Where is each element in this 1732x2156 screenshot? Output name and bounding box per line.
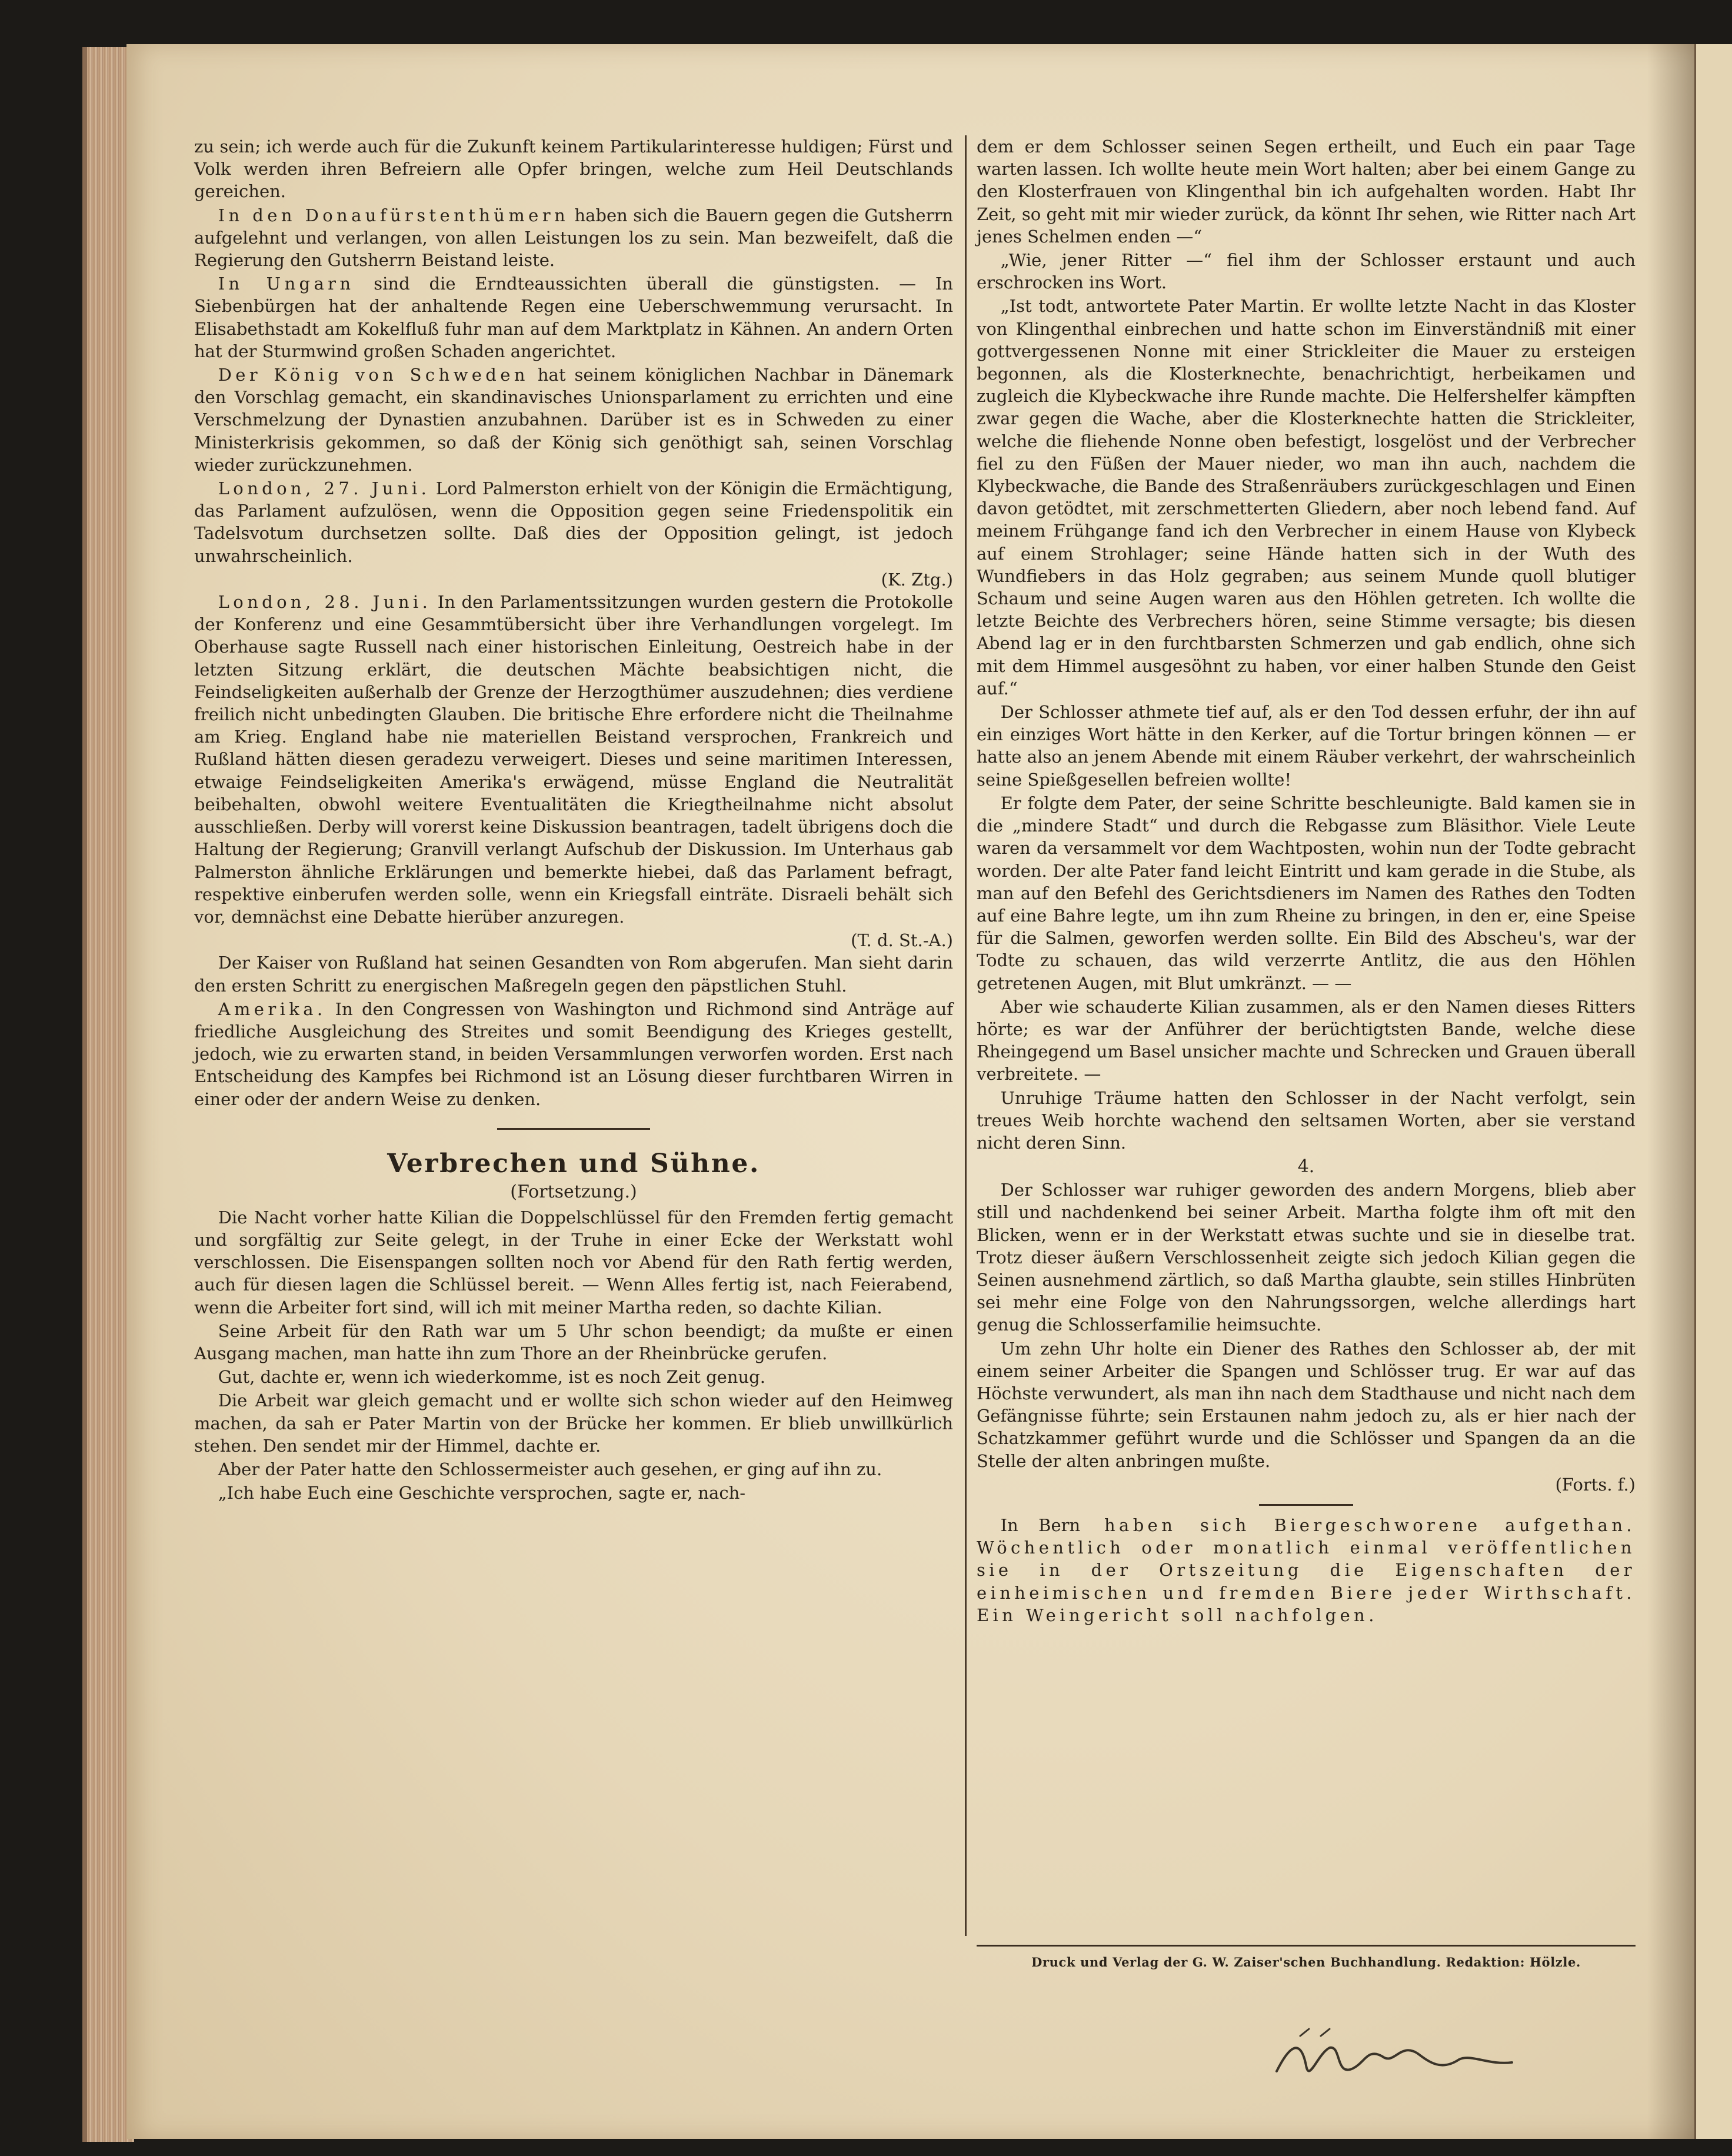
column-divider bbox=[965, 135, 967, 1936]
left-column bbox=[194, 135, 953, 1505]
section-number: 4. bbox=[1297, 1156, 1315, 1177]
story-paragraph: Seine Arbeit für den Rath war um 5 Uhr schon beendigt; da mußte er einen Ausgang machen, man hatte ihn zum Thore an der Rheinbrücke gerufen. bbox=[194, 1320, 953, 1363]
continuation-note: (Forts. f.) bbox=[1555, 1474, 1636, 1495]
news-paragraph: London, 28. Juni. In den Parlamentssitzungen wurden gestern die Protokolle der Konferenz und eine Gesammtübersicht über ihre Verhandlungen vorgelegt. Im Oberhause sagte Russell nach einer historischen Einleitung, Oestreich habe in der letzten Sitzung erklärt, die deutschen Mächte beabsichtigen nicht, die Feindseligkeiten außerhalb der Grenze der Herzogthümer auszudehnen; dies verdiene freilich nicht unbedingten Glauben. Die britische Ehre erfordere nicht die Theilnahme am Krieg. England habe nie materiellen Beistand versprochen, Frankreich und Rußland hätten diesen geradezu verweigert. Dieses und seine maritimen Interessen, etwaige Feindseligkeiten Amerika's erwägend, müsse England die Neutralität beibehalten, obwohl weitere Eventualitäten die Kriegtheilnahme nicht absolut ausschließen. Derby will vorerst keine Diskussion beantragen, tadelt übrigens doch die Haltung der Regierung; Granvill verlangt Aufschub der Diskussion. Im Unterhaus gab Palmerston ähnliche Erklärungen und bemerkte hiebei, daß das Parlament befragt, respektive einberufen werden solle, wenn ein Kriegsfall einträte. Disraeli behält sich vor, demnächst eine Debatte hierüber anzuregen. bbox=[194, 592, 953, 927]
story-paragraph: dem er dem Schlosser seinen Segen ertheilt, und Euch ein paar Tage warten lassen. Ich wollte heute mein Wort halten; aber bei einem Gange zu den Klosterfrauen von Klingenthal bin ich aufgehalten worden. Habt Ihr Zeit, so geht mit mir wieder zurück, da könnt Ihr sehen, wie Ritter nach Art jenes Schelmen enden —“ bbox=[977, 137, 1636, 247]
story-title: Verbrechen und Sühne. bbox=[387, 1148, 760, 1179]
story-paragraph: „Ich habe Euch eine Geschichte versprochen, sagte er, nach- bbox=[218, 1483, 746, 1503]
imprint-line: Druck und Verlag der G. W. Zaiser'schen Buchhandlung. Redaktion: Hölzle. bbox=[1031, 1955, 1581, 1969]
news-paragraph: Amerika. In den Congressen von Washington und Richmond sind Anträge auf friedliche Ausgleichung des Streites und somit Beendigung des Krieges gestellt, jedoch, wie zu erwarten stand, in beiden Versammlungen verworfen worden. Erst nach Entscheidung des Kampfes bei Richmond ist an Lösung dieser furchtbaren Wirren in einer oder der andern Weise zu denken. bbox=[194, 999, 953, 1109]
news-paragraph: London, 27. Juni. Lord Palmerston erhielt von der Königin die Ermächtigung, das Parlament aufzulösen, wenn die Opposition gegen seine Friedenspolitik ein Tadelsvotum durchsetzen sollte. Daß dies der Opposition gelingt, ist jedoch unwahrscheinlich. bbox=[194, 478, 953, 566]
news-paragraph: In den Donaufürstenthümern haben sich die Bauern gegen die Gutsherrn aufgelehnt und verlangen, von allen Leistungen los zu sein. Man bezweifelt, daß die Regierung den Gutsherrn Beistand leiste. bbox=[194, 205, 953, 271]
section-divider bbox=[497, 1128, 650, 1130]
news-paragraph: zu sein; ich werde auch für die Zukunft keinem Partikularinteresse huldigen; Fürst und Volk werden ihren Befreiern alle Opfer bringen, welche zum Heil Deutschlands gereichen. bbox=[194, 137, 953, 202]
section-divider bbox=[1259, 1504, 1353, 1506]
notice-paragraph: In Bern haben sich Biergeschworene aufgethan. Wöchentlich oder monatlich einmal veröffentlichen sie in der Ortszeitung die Eigenschaften der einheimischen und fremden Biere jeder Wirthschaft. Ein Weingericht soll nachfolgen. bbox=[977, 1515, 1636, 1625]
news-paragraph: Der König von Schweden hat seinem königlichen Nachbar in Dänemark den Vorschlag gemacht, ein skandinavisches Unionsparlament zu errichten und eine Verschmelzung der Dynastien anzubahnen. Darüber ist es in Schweden zu einer Ministerkrisis gekommen, so daß der König sich genöthigt sah, seinen Vorschlag wieder zurückzunehmen. bbox=[194, 365, 953, 475]
story-paragraph: Der Schlosser war ruhiger geworden des andern Morgens, blieb aber still und nachdenkend bei seiner Arbeit. Martha folgte ihm oft mit den Blicken, wenn er in der Werkstatt etwas suchte und sie in dieselbe trat. Trotz dieser äußern Verschlossenheit zeigte sich jedoch Kilian gegen die Seinen ausnehmend zärtlich, so daß Martha glaubte, sein stilles Hinbrüten sei mehr eine Folge von den Nahrungssorgen, welche allerdings hart genug die Schlosserfamilie heimsuchte. bbox=[977, 1180, 1636, 1335]
story-paragraph: Unruhige Träume hatten den Schlosser in der Nacht verfolgt, sein treues Weib horchte wachend den seltsamen Worten, aber sie verstand nicht deren Sinn. bbox=[977, 1087, 1636, 1153]
adjacent-page-edge bbox=[1694, 44, 1732, 2139]
story-paragraph: „Ist todt, antwortete Pater Martin. Er wollte letzte Nacht in das Kloster von Klingenthal einbrechen und hatte schon im Einverständniß mit einer gottvergessenen Nonne mit einer Strickleiter die Mauer zu ersteigen begonnen, als die Klosterknechte, benachrichtigt, herbeikamen und zugleich die Klybeckwache ihre Runde machte. Die Helfershelfer kämpften zwar gegen die Wache, aber die Klosterknechte hatten die Strickleiter, welche die fliehende Nonne oben befestigt, losgelöst und der Verbrecher fiel zu den Füßen der Mauer nieder, wo man ihn auch, nachdem die Klybeckwache, die Bande des Straßenräubers zurückgeschlagen und Einen davon getödtet, mit zerschmetterten Gliedern, aber noch lebend fand. Auf meinem Frühgange fand ich den Verbrecher in einem Hause von Klybeck auf einem Strohlager; seine Hände hatten sich in der Wuth des Wundfiebers in das Holz gegraben; aus seinem Munde quoll blutiger Schaum und seine Augen waren aus den Höhlen getreten. Ich wollte die letzte Beichte des Verbrechers hören, seine Stimme versagte; bis diesen Abend lag er in den furchtbarsten Schmerzen und gab endlich, ohne sich mit dem Himmel ausgesöhnt zu haben, vor einer halben Stunde den Geist auf.“ bbox=[977, 296, 1636, 698]
news-paragraph: In Ungarn sind die Erndteaussichten überall die günstigsten. — In Siebenbürgen hat der anhaltende Regen eine Ueberschwemmung verursacht. In Elisabethstadt am Kokelfluß fuhr man auf dem Marktplatz in Kähnen. An andern Orten hat der Sturmwind großen Schaden angerichtet. bbox=[194, 274, 953, 361]
news-paragraph: Der Kaiser von Rußland hat seinen Gesandten von Rom abgerufen. Man sieht darin den ersten Schritt zu energischen Maßregeln gegen den päpstlichen Stuhl. bbox=[194, 953, 953, 996]
story-paragraph: „Wie, jener Ritter —“ fiel ihm der Schlosser erstaunt und auch erschrocken ins Wort. bbox=[977, 250, 1636, 293]
right-column bbox=[977, 135, 1636, 1628]
story-paragraph: Gut, dachte er, wenn ich wiederkomme, ist es noch Zeit genug. bbox=[218, 1367, 765, 1388]
story-subtitle: (Fortsetzung.) bbox=[510, 1181, 637, 1202]
story-paragraph: Um zehn Uhr holte ein Diener des Rathes den Schlosser ab, der mit einem seiner Arbeiter die Spangen und Schlösser trug. Er war auf das Höchste verwundert, als man ihn nach dem Stadthause und nicht nach dem Gefängnisse führte; sein Erstaunen nahm jedoch zu, als er hier nach der Schatzkammer geführt wurde und die Schlösser und Spangen da an die Stelle der alten anbringen mußte. bbox=[977, 1338, 1636, 1471]
story-paragraph: Aber wie schauderte Kilian zusammen, als er den Namen dieses Ritters hörte; es war der Anführer der berüchtigtsten Bande, welche diese Rheingegend um Basel unsicher machte und Schrecken und Grauen überall verbreitete. — bbox=[977, 996, 1636, 1084]
footer-rule bbox=[977, 1945, 1636, 1947]
story-paragraph: Der Schlosser athmete tief auf, als er den Tod dessen erfuhr, der ihn auf ein einziges Wort hätte in den Kerker, auf die Tortur bringen können — er hatte also an jenem Abende mit einem Räuber verkehrt, der wahrscheinlich seine Spießgesellen befreien wollte! bbox=[977, 702, 1636, 790]
spine-shadow bbox=[1647, 44, 1694, 2139]
story-paragraph: Die Nacht vorher hatte Kilian die Doppelschlüssel für den Fremden fertig gemacht und sorgfältig zur Seite gelegt, in der Truhe in einer Ecke der Werkstatt wohl verschlossen. Die Eisenspangen sollten noch vor Abend für den Rath fertig werden, auch für diesen lagen die Schlüssel bereit. — Wenn Alles fertig ist, nach Feierabend, wenn die Arbeiter fort sind, will ich mit meiner Martha reden, so dachte Kilian. bbox=[194, 1207, 953, 1317]
source-reference: (K. Ztg.) bbox=[881, 569, 953, 590]
handwritten-signature bbox=[1265, 2012, 1547, 2101]
story-paragraph: Er folgte dem Pater, der seine Schritte beschleunigte. Bald kamen sie in die „mindere Stadt“ und durch die Rebgasse zum Bläsithor. Viele Leute waren da versammelt vor dem Wachtposten, wohin nun der Todte gebracht worden. Der alte Pater fand leicht Eintritt und kam gerade in die Stube, als man auf den Befehl des Gerichtsdieners im Namen des Rathes den Todten auf eine Bahre legte, um ihn zum Rheine zu bringen, in den er, eine Speise für die Salmen, geworfen werden sollte. Ein Bild des Abscheu's, war der Todte zu schauen, das wild verzerrte Antlitz, die aus den Höhlen getretenen Augen, mit Blut umkränzt. — — bbox=[977, 793, 1636, 993]
story-paragraph: Aber der Pater hatte den Schlossermeister auch gesehen, er ging auf ihn zu. bbox=[218, 1459, 882, 1479]
story-paragraph: Die Arbeit war gleich gemacht und er wollte sich schon wieder auf den Heimweg machen, da sah er Pater Martin von der Brücke her kommen. Er blieb unwillkürlich stehen. Den sendet mir der Himmel, dachte er. bbox=[194, 1390, 953, 1456]
source-reference: (T. d. St.-A.) bbox=[851, 930, 953, 951]
